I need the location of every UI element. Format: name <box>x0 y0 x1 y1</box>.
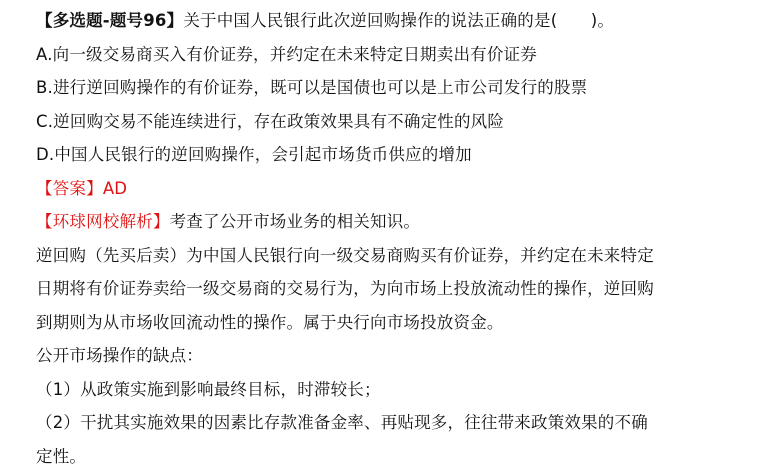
analysis-body-line: 日期将有价证券卖给一级交易商的交易行为，为向市场上投放流动性的操作，逆回购 <box>36 279 654 298</box>
analysis-intro: 考查了公开市场业务的相关知识。 <box>169 212 421 231</box>
question-line <box>36 4 776 38</box>
analysis-tag: 【环球网校解析】 <box>36 212 170 231</box>
answer-tag: 【答案】 <box>36 178 103 198</box>
question-tag: 【多选题-题号96】 <box>36 11 184 30</box>
analysis-body-line: 到期则为从市场收回流动性的操作。属于央行向市场投放资金。 <box>36 312 504 332</box>
drawbacks-title: 公开市场操作的缺点： <box>36 346 203 365</box>
answer-line <box>36 172 776 206</box>
option-d: D.中国人民银行的逆回购操作，会引起市场货币供应的增加 <box>36 145 472 164</box>
option-b: B.进行逆回购操作的有价证券，既可以是国债也可以是上市公司发行的股票 <box>36 78 588 97</box>
question-text: 关于中国人民银行此次逆回购操作的说法正确的是( )。 <box>183 11 615 30</box>
option-c: C.逆回购交易不能连续进行，存在政策效果具有不确定性的风险 <box>36 111 505 131</box>
option-a: A.向一级交易商买入有价证券，并约定在未来特定日期卖出有价证券 <box>36 44 537 64</box>
analysis-header-line <box>36 205 776 239</box>
drawback-item: （2）干扰其实施效果的因素比存款准备金率、再贴现多，往往带来政策效果的不确 <box>36 413 648 432</box>
analysis-body-line: 逆回购（先买后卖）为中国人民银行向一级交易商购买有价证券，并约定在未来特定 <box>36 245 654 265</box>
answer-value: AD <box>102 178 128 198</box>
drawback-item-continued: 定性。 <box>36 446 87 466</box>
drawback-item: （1）从政策实施到影响最终目标，时滞较长； <box>36 379 381 399</box>
